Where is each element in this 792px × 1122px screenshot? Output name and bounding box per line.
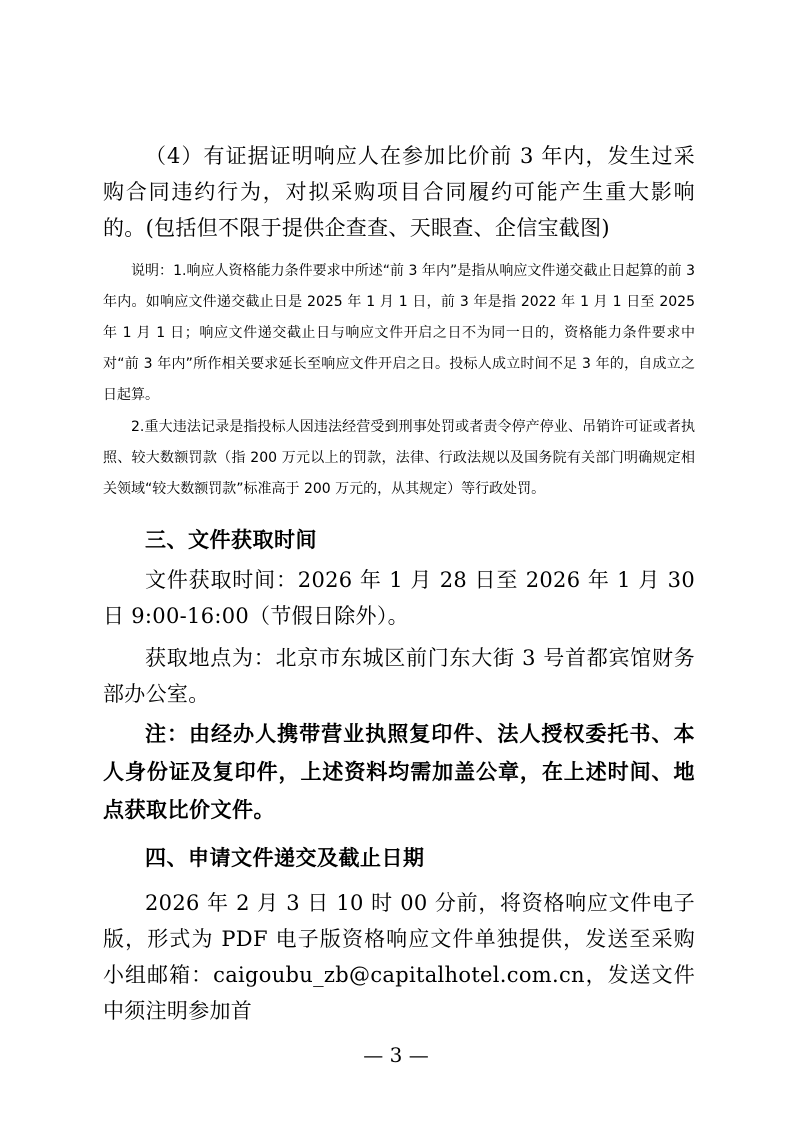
page-number: — 3 — [363,1043,429,1067]
note-1-paragraph: 说明：1.响应人资格能力条件要求中所述“前 3 年内”是指从响应文件递交截止日起算的前 3 年内。如响应文件递交截止日是 2025 年 1 月 1 日，前 3 年是指 2022 年 1 月 1 日至 2025 年 1 月 1 日；响应文件递交截止日与响应文件开启之日不为同一日的，资格能力条件要求中对“前 3 年内”所作相关要求延长至响应文件开启之日。投标人成立时间不足 3 年的，自成立之日起算。 [103,263,695,403]
section-4-heading: 四、申请文件递交及截止日期 [145,845,425,870]
section-3-note: 注：由经办人携带营业执照复印件、法人授权委托书、本人身份证及复印件，上述资料均需加盖公章，在上述时间、地点获取比价文件。 [103,721,695,822]
section-4-text: 2026 年 2 月 3 日 10 时 00 分前，将资格响应文件电子版，形式为 PDF 电子版资格响应文件单独提供，发送至采购小组邮箱：caigoubu_zb@capitalhotel.com.cn，发送文件中须注明参加首 [103,891,695,1023]
section-3-location: 获取地点为：北京市东城区前门东大街 3 号首都宾馆财务部办公室。 [103,646,695,706]
section-3-time: 文件获取时间：2026 年 1 月 28 日至 2026 年 1 月 30 日 9:00-16:00（节假日除外）。 [103,568,695,628]
item-4-paragraph: （4）有证据证明响应人在参加比价前 3 年内，发生过采购合同违约行为，对拟采购项目合同履约可能产生重大影响的。(包括但不限于提供企查查、天眼查、企信宝截图) [103,144,695,240]
note-2-paragraph: 2.重大违法记录是指投标人因违法经营受到刑事处罚或者责令停产停业、吊销许可证或者执照、较大数额罚款（指 200 万元以上的罚款，法律、行政法规以及国务院有关部门明确规定相关领域“较大数额罚款”标准高于 200 万元的，从其规定）等行政处罚。 [103,419,695,497]
section-3-heading: 三、文件获取时间 [145,527,317,552]
